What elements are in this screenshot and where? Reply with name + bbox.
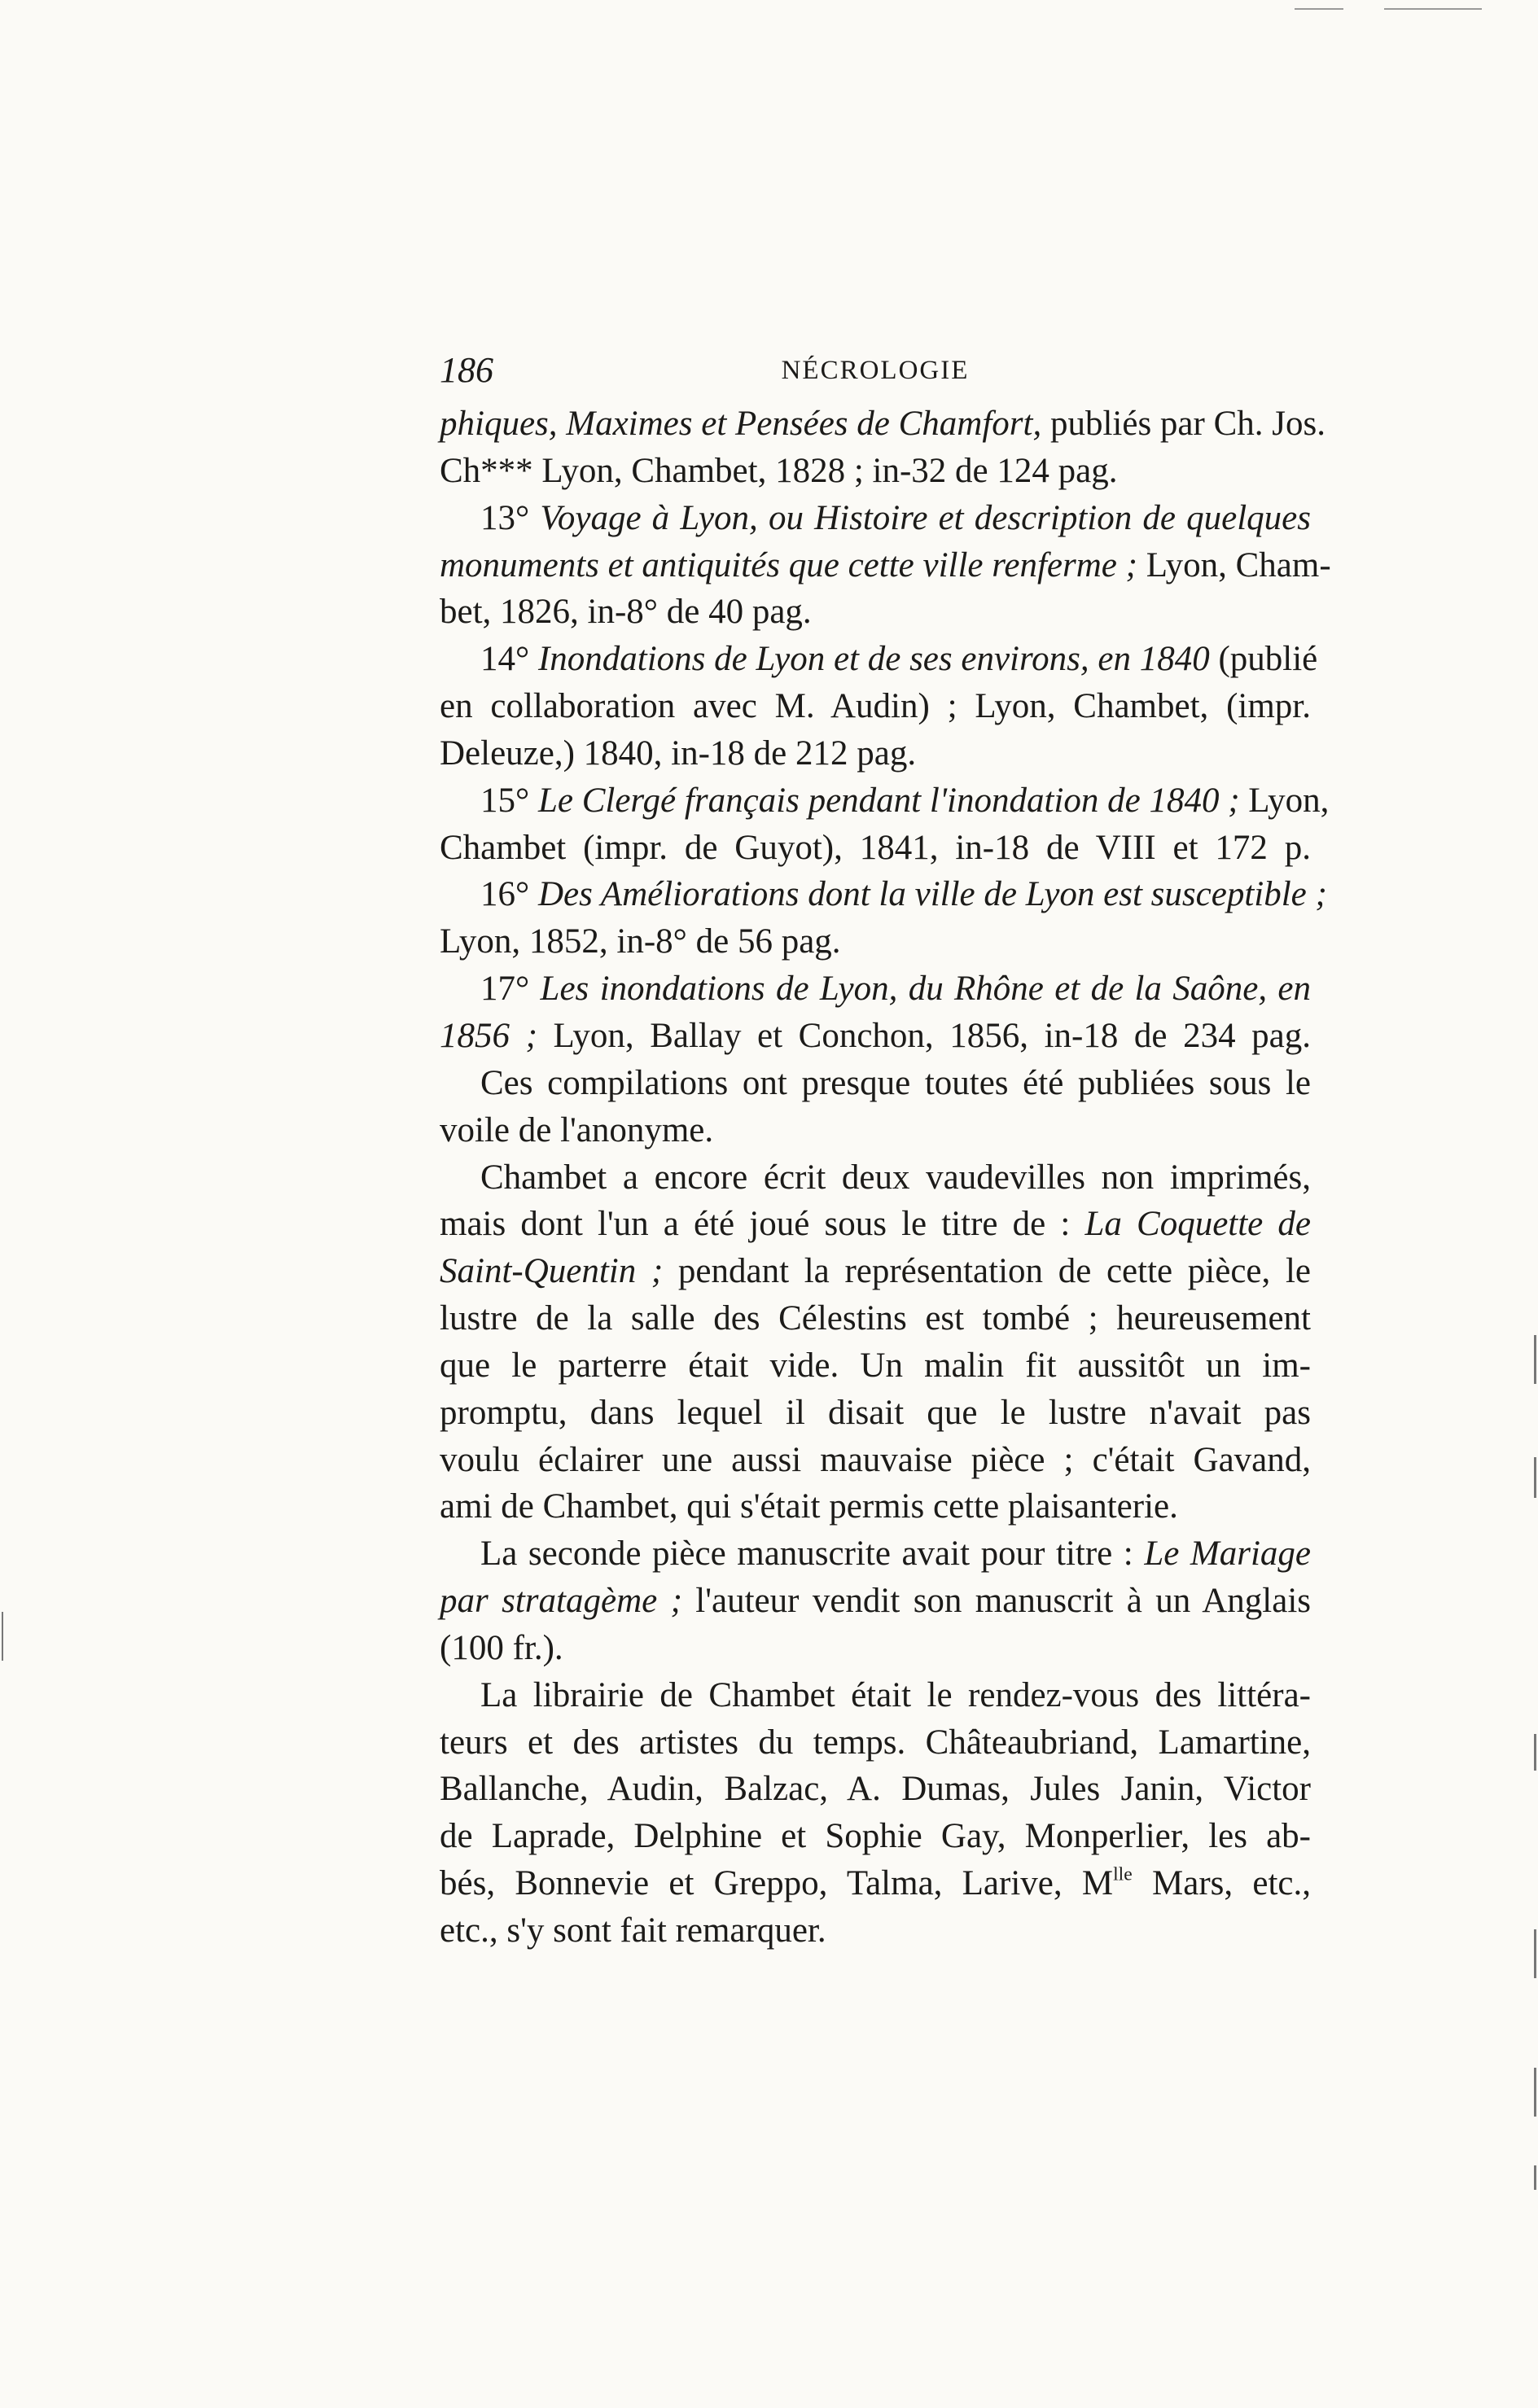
running-header [440, 346, 1311, 395]
text-line: que le parterre était vide. Un malin fit aussitôt un im- [440, 1346, 1311, 1385]
text-line: Chambet (impr. de Guyot), 1841, in-18 de VIII et 172 p. [440, 828, 1311, 867]
page-number: 186 [440, 350, 493, 390]
text-line: Ces compilations ont presque toutes été publiées sous le [480, 1063, 1311, 1102]
text-line: La librairie de Chambet était le rendez-vous des littéra- [480, 1675, 1311, 1714]
text-line: de Laprade, Delphine et Sophie Gay, Monperlier, les ab- [440, 1817, 1311, 1856]
top-scan-mark [1295, 8, 1343, 10]
right-edge-mark [1534, 1457, 1536, 1498]
right-edge-mark [1534, 2068, 1536, 2117]
running-title: NÉCROLOGIE [781, 356, 970, 385]
text-line: (100 fr.). [440, 1628, 563, 1667]
body-text [440, 401, 1331, 1955]
text-line: bet, 1826, in-8° de 40 pag. [440, 593, 812, 632]
text-line: promptu, dans lequel il disait que le lustre n'avait pas [440, 1393, 1311, 1432]
text-line: Chambet a encore écrit deux vaudevilles non imprimés, [480, 1158, 1311, 1197]
text-line: phiques, Maximes et Pensées de Chamfort, publiés par Ch. Jos. [440, 405, 1325, 443]
right-edge-mark [1534, 1929, 1536, 1978]
text-line: 14° Inondations de Lyon et de ses environs, en 1840 (publié [480, 640, 1318, 679]
text-line: ami de Chambet, qui s'était permis cette plaisanterie. [440, 1487, 1178, 1526]
right-edge-mark [1534, 2165, 1536, 2190]
text-line: bés, Bonnevie et Greppo, Talma, Larive, $M^{lle}$ Mars, etc., [440, 1863, 1311, 1903]
text-line: voulu éclairer une aussi mauvaise pièce ; c'était Gavand, [440, 1440, 1311, 1479]
left-edge-mark [2, 1612, 3, 1661]
text-line: Saint-Quentin ; pendant la représentation de cette pièce, le [440, 1252, 1311, 1291]
text-line: monuments et antiquités que cette ville renferme ; Lyon, Cham- [440, 545, 1331, 584]
right-edge-mark [1534, 1734, 1536, 1771]
text-line: lustre de la salle des Célestins est tombé ; heureusement [440, 1299, 1311, 1338]
text-line: 15° Le Clergé français pendant l'inondation de 1840 ; Lyon, [480, 781, 1330, 820]
text-line: Ch*** Lyon, Chambet, 1828 ; in-32 de 124 pag. [440, 451, 1118, 490]
text-line: par stratagème ; l'auteur vendit son manuscrit à un Anglais [440, 1582, 1312, 1621]
text-line: Ballanche, Audin, Balzac, A. Dumas, Jules Janin, Victor [440, 1770, 1311, 1809]
text-line: en collaboration avec M. Audin) ; Lyon, Chambet, (impr. [440, 687, 1311, 726]
text-line: voile de l'anonyme. [440, 1110, 714, 1149]
text-line: 13° Voyage à Lyon, ou Histoire et description de quelques [480, 498, 1311, 537]
text-line: Lyon, 1852, in-8° de 56 pag. [440, 922, 841, 961]
text-line: etc., s'y sont fait remarquer. [440, 1911, 826, 1950]
text-line: Deleuze,) 1840, in-18 de 212 pag. [440, 733, 917, 773]
text-line: La seconde pièce manuscrite avait pour titre : Le Mariage [480, 1535, 1311, 1574]
right-edge-mark [1534, 1335, 1536, 1384]
text-line: mais dont l'un a été joué sous le titre de : La Coquette de [440, 1205, 1312, 1244]
top-scan-mark [1384, 8, 1482, 10]
text-line: 1856 ; Lyon, Ballay et Conchon, 1856, in-18 de 234 pag. [440, 1016, 1311, 1055]
text-line: 16° Des Améliorations dont la ville de Lyon est susceptible ; [480, 875, 1327, 914]
text-line: 17° Les inondations de Lyon, du Rhône et de la Saône, en [480, 970, 1311, 1009]
text-line: teurs et des artistes du temps. Châteaubriand, Lamartine, [440, 1723, 1311, 1762]
